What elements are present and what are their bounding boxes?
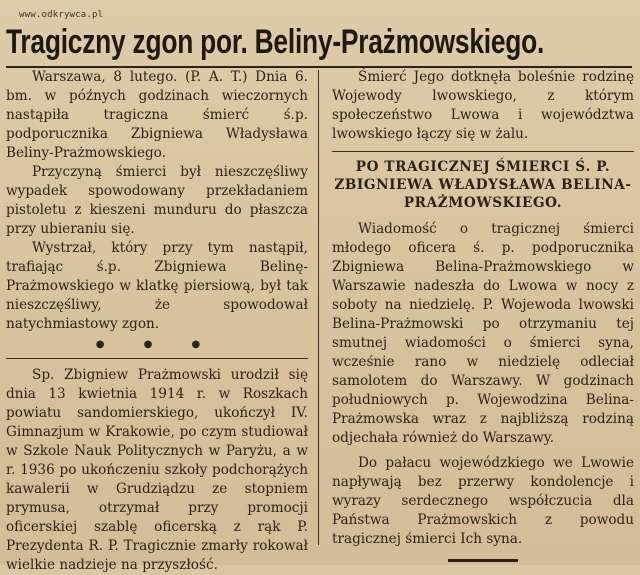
- news-paragraph-3: Wystrzał, który przy tym nastąpił, trafiając ś.p. Zbigniewa Belinę-Prażmowskiego w klatkę piersiową, był tak nieszczęśliwy, że spowodował natychmiastowy zgon.: [6, 240, 308, 332]
- watermark: www.odkrywca.pl: [19, 10, 104, 20]
- column-divider: [318, 70, 319, 545]
- subsection-heading: PO TRAGICZNEJ ŚMIERCI Ś. P. ZBIGNIEWA WŁADYSŁAWA BELINA-PRAŻMOWSKIEGO.: [334, 159, 632, 211]
- report-paragraph-2: Do pałacu wojewódzkiego we Lwowie napływają bez przerwy kondolencje i wyrazy serdecznego współczucia dla Państwa Prażmowskich z powodu tragicznej śmierci Ich syna.: [332, 455, 634, 547]
- section-dots: ● ● ●: [95, 339, 219, 350]
- news-paragraph-1: Warszawa, 8 lutego. (P. A. T.) Dnia 6. bm. w późnych godzinach wieczornych nastąpiła tragiczna śmierć ś.p. podporucznika Zbigniewa Władysława Beliny-Prażmowskiego.: [6, 69, 308, 161]
- report-paragraph-1: Wiadomość o tragicznej śmierci młodego oficera ś. p. podporucznika Zbigniewa Belina-Prażmowskiego w Warszawie nadeszła do Lwowa w nocy z soboty na niedzielę. P. Wojewoda lwowski Belina-Prażmowski po otrzymaniu tej smutnej wiadomości o śmierci syna, wcześnie rano w niedzielę odleciał samolotem do Warszawy. W godzinach południowych p. Wojewodzina Belina-Prażmowska wraz z najbliższą rodziną odjechała również do Warszawy.: [332, 221, 634, 446]
- subsection-rule: [332, 151, 634, 152]
- end-rule: [448, 559, 518, 562]
- left-column: [6, 68, 308, 575]
- intro-paragraph: Śmierć Jego dotknęła boleśnie rodzinę Wojewody lwowskiego, z którym społeczeństwo Lwowa i województwa lwowskiego łączy się w żalu.: [332, 69, 634, 142]
- biography-paragraph: Sp. Zbigniew Prażmowski urodził się dnia 13 kwietnia 1914 r. w Roszkach powiatu sandomierskiego, ukończył IV. Gimnazjum w Krakowie, po czym studiował w Szkole Nauk Politycznych w Paryżu, a w r. 1936 po ukończeniu szkoły podchorążych kawalerii w Grudziądzu ze stopniem prymusa, otrzymał przy promocji oficerskiej szablę oficerską z rąk P. Prezydenta R. P. Tragicznie zmarły rokował wielkie nadzieje na przyszłość.: [6, 367, 308, 573]
- news-paragraph-2: Przyczyną śmierci był nieszczęśliwy wypadek spowodowany przekładaniem pistoletu z kieszeni munduru do płaszcza przy ubieraniu się.: [6, 164, 308, 237]
- article-headline: Tragiczny zgon por. Beliny-Prażmowskiego.: [6, 23, 545, 61]
- section-rule: [6, 358, 308, 359]
- right-column: [332, 68, 634, 562]
